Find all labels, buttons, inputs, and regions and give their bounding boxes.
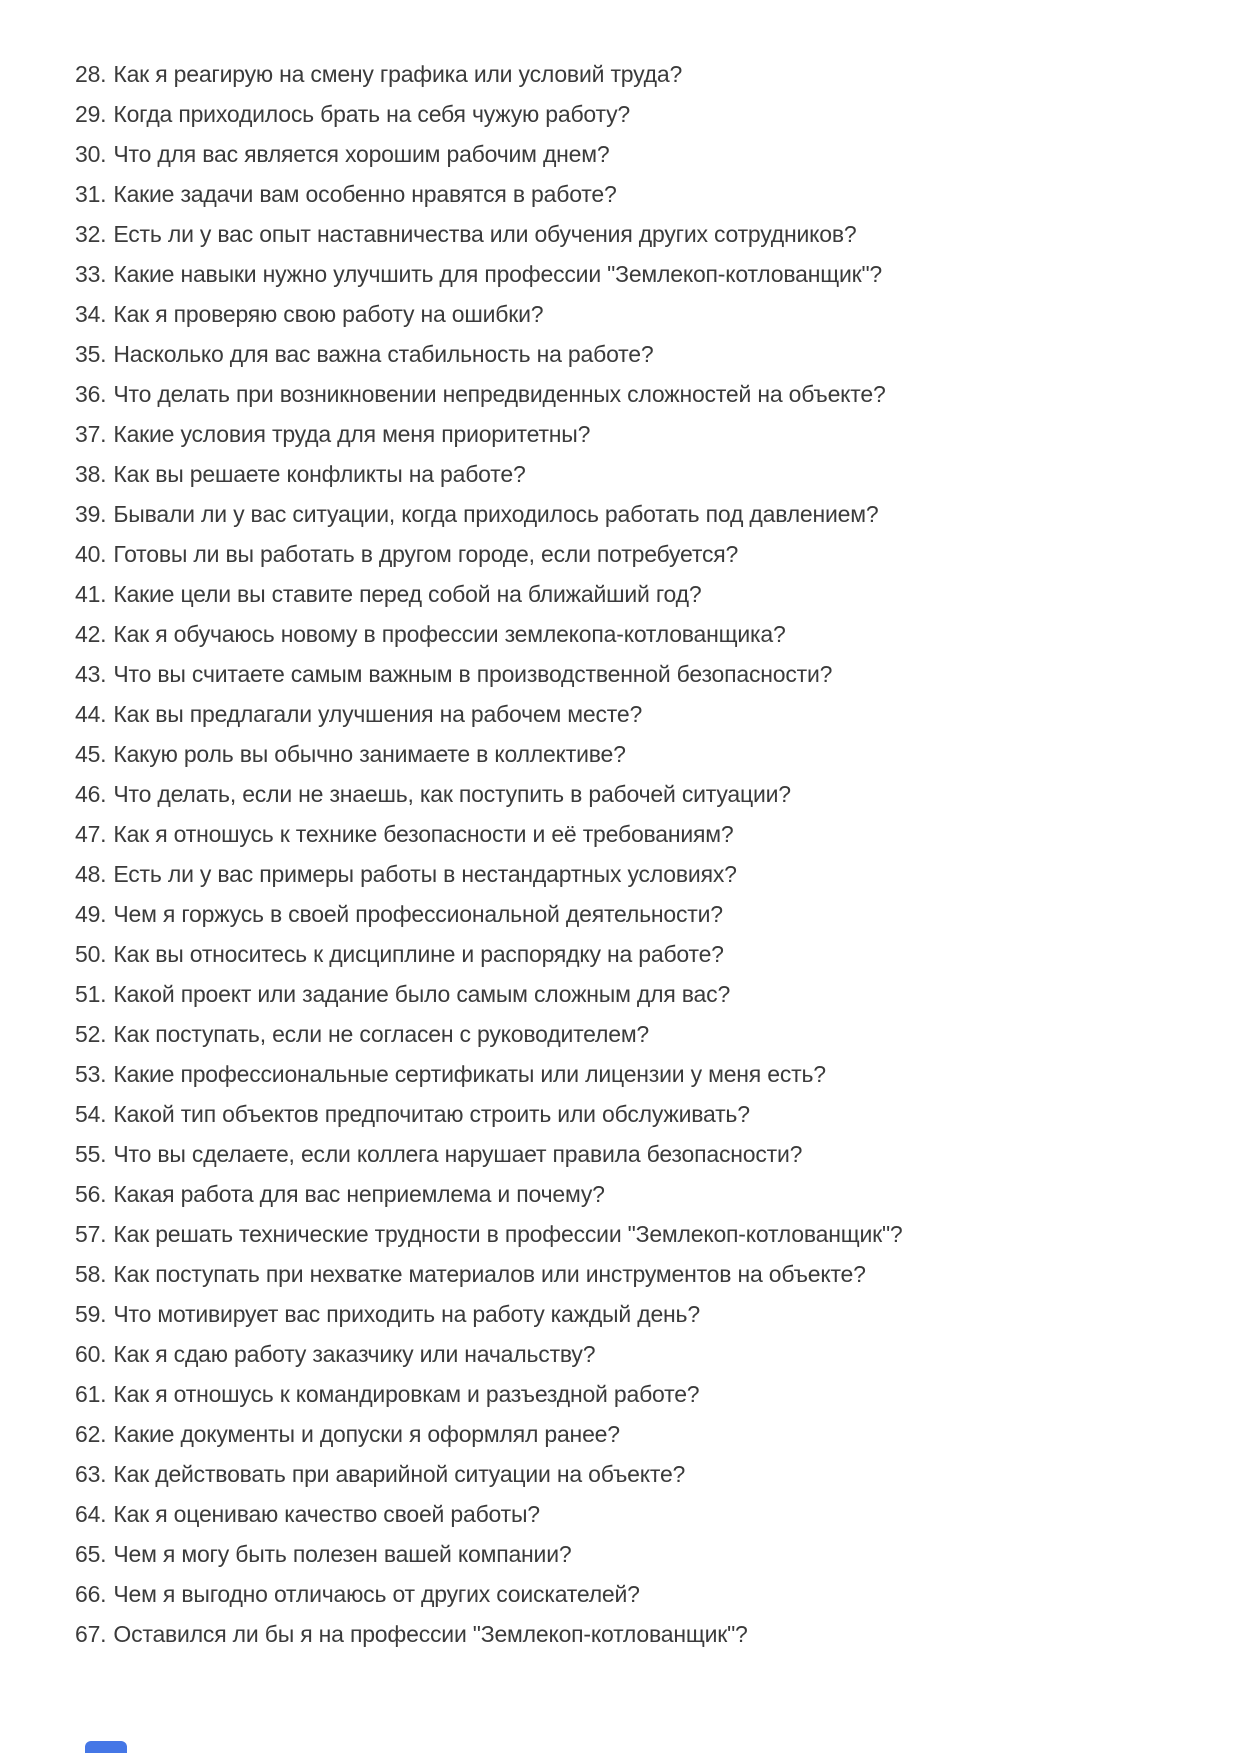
question-text: Как я отношусь к командировкам и разъездной работе? (113, 1381, 700, 1407)
question-item (75, 1334, 1209, 1374)
question-text: Как я обучаюсь новому в профессии землекопа-котлованщика? (113, 621, 786, 647)
question-text: Какие навыки нужно улучшить для профессии "Землекоп-котлованщик"? (113, 261, 883, 287)
question-number: 60. (75, 1341, 107, 1367)
question-number: 58. (75, 1261, 107, 1287)
question-text: Как поступать при нехватке материалов или инструментов на объекте? (113, 1261, 866, 1287)
question-item (75, 1054, 1209, 1094)
question-number: 49. (75, 901, 107, 927)
question-number: 34. (75, 301, 107, 327)
question-number: 43. (75, 661, 107, 687)
question-text: Что делать, если не знаешь, как поступить в рабочей ситуации? (113, 781, 791, 807)
question-item (75, 374, 1209, 414)
question-number: 53. (75, 1061, 107, 1087)
question-item (75, 1294, 1209, 1334)
question-text: Какую роль вы обычно занимаете в коллективе? (113, 741, 626, 767)
question-number: 45. (75, 741, 107, 767)
question-number: 50. (75, 941, 107, 967)
question-item (75, 974, 1209, 1014)
question-number: 39. (75, 501, 107, 527)
question-item (75, 254, 1209, 294)
question-item (75, 734, 1209, 774)
question-text: Что делать при возникновении непредвиденных сложностей на объекте? (113, 381, 886, 407)
question-number: 64. (75, 1501, 107, 1527)
question-text: Как я отношусь к технике безопасности и её требованиям? (113, 821, 734, 847)
question-item (75, 574, 1209, 614)
question-text: Что вы сделаете, если коллега нарушает правила безопасности? (113, 1141, 803, 1167)
question-text: Какие цели вы ставите перед собой на ближайший год? (113, 581, 702, 607)
question-number: 29. (75, 101, 107, 127)
question-number: 46. (75, 781, 107, 807)
question-item (75, 1414, 1209, 1454)
question-item (75, 494, 1209, 534)
question-item (75, 534, 1209, 574)
question-item (75, 1214, 1209, 1254)
question-text: Как вы относитесь к дисциплине и распорядку на работе? (113, 941, 724, 967)
question-item (75, 1574, 1209, 1614)
question-text: Есть ли у вас опыт наставничества или обучения других сотрудников? (113, 221, 857, 247)
question-number: 47. (75, 821, 107, 847)
question-item (75, 454, 1209, 494)
question-item (75, 934, 1209, 974)
question-number: 59. (75, 1301, 107, 1327)
question-number: 31. (75, 181, 107, 207)
question-text: Какие документы и допуски я оформлял ранее? (113, 1421, 620, 1447)
question-item (75, 294, 1209, 334)
question-number: 61. (75, 1381, 107, 1407)
question-text: Как поступать, если не согласен с руководителем? (113, 1021, 650, 1047)
question-text: Какой проект или задание было самым сложным для вас? (113, 981, 731, 1007)
cutoff-blue-element-fragment[interactable] (85, 1741, 127, 1753)
question-number: 28. (75, 61, 107, 87)
question-text: Как вы предлагали улучшения на рабочем месте? (113, 701, 643, 727)
question-text: Какой тип объектов предпочитаю строить или обслуживать? (113, 1101, 750, 1127)
question-number: 65. (75, 1541, 107, 1567)
question-text: Какие условия труда для меня приоритетны? (113, 421, 591, 447)
question-item (75, 54, 1209, 94)
question-text: Бывали ли у вас ситуации, когда приходилось работать под давлением? (113, 501, 879, 527)
question-text: Что вы считаете самым важным в производственной безопасности? (113, 661, 833, 687)
question-number: 37. (75, 421, 107, 447)
question-number: 63. (75, 1461, 107, 1487)
question-number: 48. (75, 861, 107, 887)
question-number: 36. (75, 381, 107, 407)
question-number: 51. (75, 981, 107, 1007)
question-item (75, 1094, 1209, 1134)
question-text: Что мотивирует вас приходить на работу каждый день? (113, 1301, 700, 1327)
question-item (75, 334, 1209, 374)
question-item (75, 1254, 1209, 1294)
question-number: 57. (75, 1221, 107, 1247)
question-number: 30. (75, 141, 107, 167)
question-item (75, 774, 1209, 814)
question-number: 41. (75, 581, 107, 607)
question-text: Как я реагирую на смену графика или условий труда? (113, 61, 683, 87)
question-number: 67. (75, 1621, 107, 1647)
question-item (75, 1614, 1209, 1654)
question-text: Готовы ли вы работать в другом городе, если потребуется? (113, 541, 739, 567)
question-text: Чем я горжусь в своей профессиональной деятельности? (113, 901, 723, 927)
question-item (75, 414, 1209, 454)
question-item (75, 1014, 1209, 1054)
question-text: Какая работа для вас неприемлема и почему? (113, 1181, 605, 1207)
question-item (75, 694, 1209, 734)
question-text: Как я оцениваю качество своей работы? (113, 1501, 540, 1527)
question-number: 40. (75, 541, 107, 567)
question-text: Какие профессиональные сертификаты или лицензии у меня есть? (113, 1061, 826, 1087)
question-number: 38. (75, 461, 107, 487)
question-item (75, 214, 1209, 254)
question-text: Как вы решаете конфликты на работе? (113, 461, 526, 487)
question-text: Как действовать при аварийной ситуации на объекте? (113, 1461, 686, 1487)
question-number: 44. (75, 701, 107, 727)
question-text: Оставился ли бы я на профессии "Землекоп-котлованщик"? (113, 1621, 748, 1647)
question-item (75, 94, 1209, 134)
question-item (75, 814, 1209, 854)
question-text: Насколько для вас важна стабильность на работе? (113, 341, 654, 367)
question-item (75, 854, 1209, 894)
question-text: Как я сдаю работу заказчику или начальству? (113, 1341, 596, 1367)
question-text: Когда приходилось брать на себя чужую работу? (113, 101, 630, 127)
question-item (75, 1534, 1209, 1574)
question-number: 52. (75, 1021, 107, 1047)
question-item (75, 654, 1209, 694)
question-item (75, 1134, 1209, 1174)
question-number: 33. (75, 261, 107, 287)
question-text: Что для вас является хорошим рабочим днем? (113, 141, 610, 167)
question-item (75, 1174, 1209, 1214)
question-number: 62. (75, 1421, 107, 1447)
question-item (75, 134, 1209, 174)
question-text: Какие задачи вам особенно нравятся в работе? (113, 181, 617, 207)
question-number: 35. (75, 341, 107, 367)
question-item (75, 894, 1209, 934)
question-number: 32. (75, 221, 107, 247)
question-item (75, 1454, 1209, 1494)
question-number: 54. (75, 1101, 107, 1127)
question-text: Чем я могу быть полезен вашей компании? (113, 1541, 572, 1567)
question-text: Есть ли у вас примеры работы в нестандартных условиях? (113, 861, 737, 887)
question-text: Как решать технические трудности в профессии "Землекоп-котлованщик"? (113, 1221, 903, 1247)
question-number: 56. (75, 1181, 107, 1207)
question-number: 42. (75, 621, 107, 647)
question-text: Как я проверяю свою работу на ошибки? (113, 301, 544, 327)
question-number: 55. (75, 1141, 107, 1167)
question-text: Чем я выгодно отличаюсь от других соискателей? (113, 1581, 640, 1607)
question-item (75, 174, 1209, 214)
question-number: 66. (75, 1581, 107, 1607)
question-item (75, 614, 1209, 654)
question-item (75, 1494, 1209, 1534)
question-item (75, 1374, 1209, 1414)
